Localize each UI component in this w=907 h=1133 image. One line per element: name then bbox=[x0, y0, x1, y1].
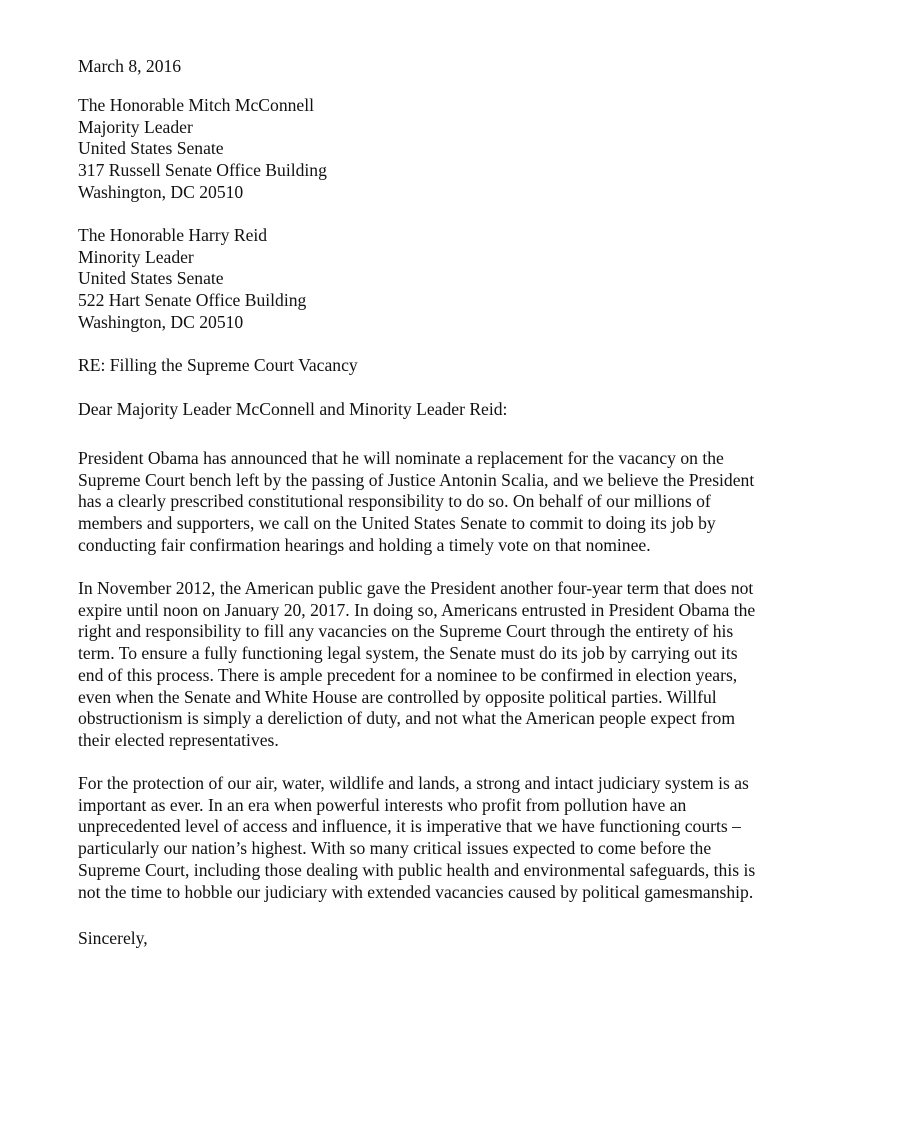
address-line: Majority Leader bbox=[78, 116, 193, 137]
address-line: Washington, DC 20510 bbox=[78, 181, 244, 202]
body-paragraph-3 bbox=[78, 773, 755, 903]
closing bbox=[78, 928, 148, 950]
paragraph-line: obstructionism is simply a dereliction of duty, and not what the American people expect from bbox=[78, 708, 735, 729]
closing-text: Sincerely, bbox=[78, 928, 148, 948]
recipient-address-reid bbox=[78, 225, 306, 334]
paragraph-line: right and responsibility to fill any vacancies on the Supreme Court through the entirety of his bbox=[78, 621, 734, 642]
paragraph-line: unprecedented level of access and influence, it is imperative that we have functioning courts – bbox=[78, 816, 741, 837]
body-paragraph-1 bbox=[78, 448, 754, 557]
address-line: United States Senate bbox=[78, 268, 224, 289]
paragraph-line: important as ever. In an era when powerful interests who profit from pollution have an bbox=[78, 794, 687, 815]
date-line: March 8, 2016 bbox=[78, 56, 182, 76]
address-line: The Honorable Mitch McConnell bbox=[78, 95, 314, 115]
paragraph-line: has a clearly prescribed constitutional responsibility to do so. On behalf of our millions of bbox=[78, 491, 711, 512]
address-line: 317 Russell Senate Office Building bbox=[78, 160, 327, 181]
paragraph-line: Supreme Court bench left by the passing of Justice Antonin Scalia, and we believe the President bbox=[78, 469, 755, 490]
paragraph-line: even when the Senate and White House are controlled by opposite political parties. Willful bbox=[78, 686, 717, 707]
paragraph-line: expire until noon on January 20, 2017. In doing so, Americans entrusted in President Obama the bbox=[78, 599, 756, 620]
paragraph-line: Supreme Court, including those dealing with public health and environmental safeguards, this is bbox=[78, 859, 756, 880]
address-line: 522 Hart Senate Office Building bbox=[78, 290, 307, 311]
address-line: Minority Leader bbox=[78, 246, 194, 267]
subject-text: RE: Filling the Supreme Court Vacancy bbox=[78, 355, 358, 375]
address-line: United States Senate bbox=[78, 138, 224, 159]
paragraph-line: particularly our nation’s highest. With so many critical issues expected to come before the bbox=[78, 838, 712, 859]
paragraph-line: not the time to hobble our judiciary with extended vacancies caused by political gamesmanship. bbox=[78, 881, 754, 902]
paragraph-line: In November 2012, the American public gave the President another four-year term that does not bbox=[78, 578, 754, 598]
salutation-text: Dear Majority Leader McConnell and Minority Leader Reid: bbox=[78, 399, 508, 419]
paragraph-line: members and supporters, we call on the United States Senate to commit to doing its job by bbox=[78, 513, 716, 534]
paragraph-line: term. To ensure a fully functioning legal system, the Senate must do its job by carrying out its bbox=[78, 643, 738, 664]
subject-line bbox=[78, 355, 358, 377]
address-line: The Honorable Harry Reid bbox=[78, 225, 268, 245]
paragraph-line: President Obama has announced that he will nominate a replacement for the vacancy on the bbox=[78, 448, 724, 468]
recipient-address-mcconnell bbox=[78, 95, 327, 204]
paragraph-line: conducting fair confirmation hearings and holding a timely vote on that nominee. bbox=[78, 534, 651, 555]
address-line: Washington, DC 20510 bbox=[78, 311, 244, 332]
paragraph-line: end of this process. There is ample precedent for a nominee to be confirmed in election years, bbox=[78, 664, 738, 685]
letter-date bbox=[78, 56, 181, 78]
body-paragraph-2 bbox=[78, 578, 755, 752]
paragraph-line: For the protection of our air, water, wildlife and lands, a strong and intact judiciary system is as bbox=[78, 773, 749, 793]
salutation bbox=[78, 399, 507, 421]
paragraph-line: their elected representatives. bbox=[78, 729, 279, 750]
